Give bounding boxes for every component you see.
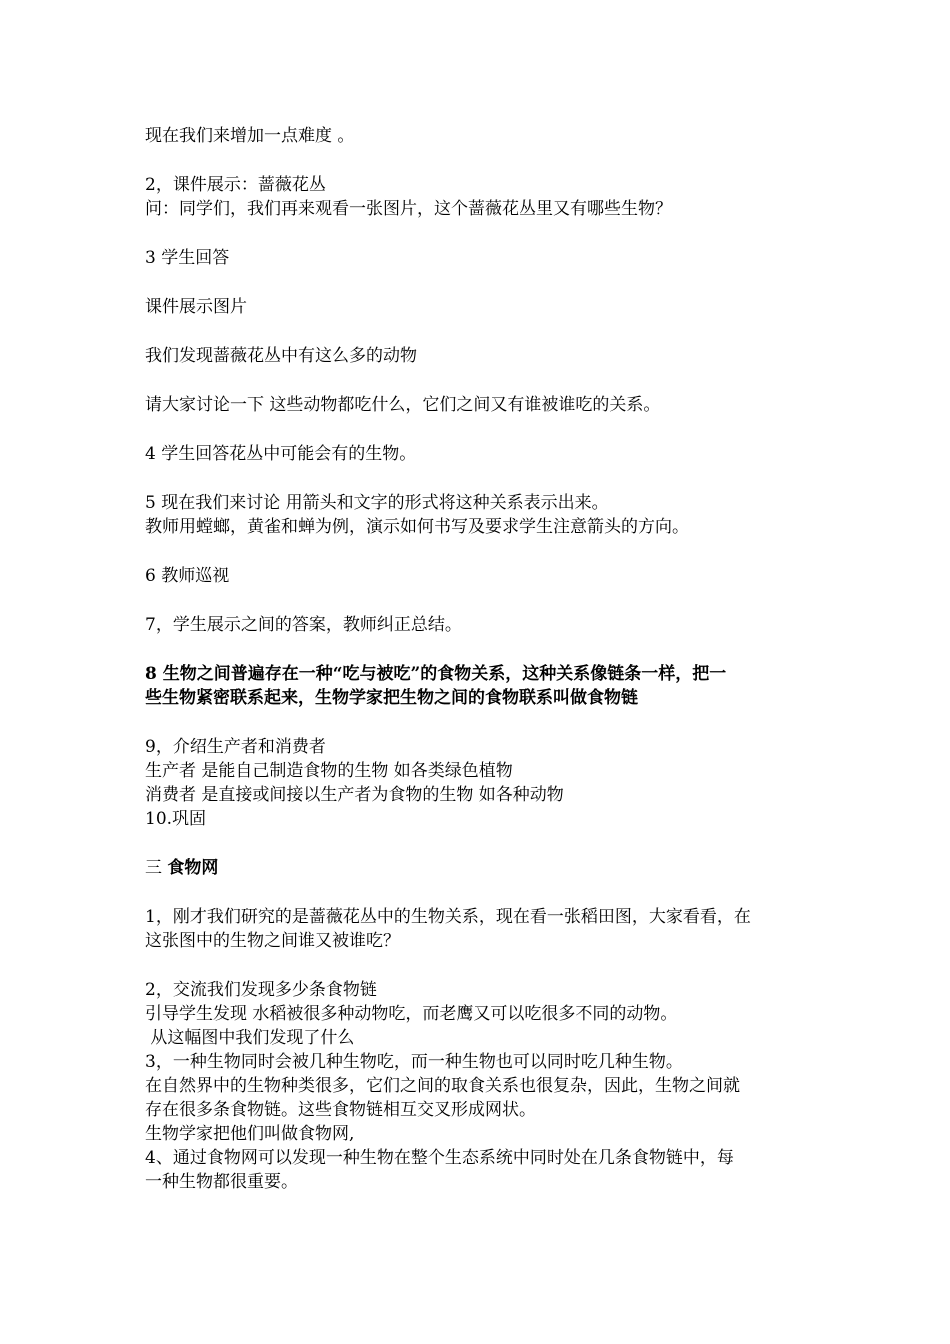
paragraph: 我们发现蔷薇花丛中有这么多的动物	[145, 346, 417, 366]
section-heading-prefix: 三	[145, 858, 168, 878]
paragraph: 5 现在我们来讨论 用箭头和文字的形式将这种关系表示出来。	[145, 493, 609, 513]
key-definition: 些生物紧密联系起来，生物学家把生物之间的食物联系叫做食物链	[145, 688, 638, 708]
paragraph: 生产者 是能自己制造食物的生物 如各类绿色植物	[145, 761, 513, 781]
paragraph: 存在很多条食物链。这些食物链相互交叉形成网状。	[145, 1100, 536, 1120]
paragraph: 3，一种生物同时会被几种生物吃，而一种生物也可以同时吃几种生物。	[145, 1052, 683, 1072]
section-heading-title: 食物网	[167, 858, 219, 878]
paragraph: 4、通过食物网可以发现一种生物在整个生态系统中同时处在几条食物链中，每	[145, 1148, 734, 1168]
section-heading	[145, 856, 815, 880]
paragraph: 2，课件展示：蔷薇花丛	[145, 175, 326, 195]
paragraph: 生物学家把他们叫做食物网,	[145, 1124, 355, 1144]
paragraph: 课件展示图片	[145, 297, 247, 317]
paragraph: 7，学生展示之间的答案，教师纠正总结。	[145, 615, 462, 635]
paragraph: 3 学生回答	[145, 248, 230, 268]
paragraph: 引导学生发现 水稻被很多种动物吃，而老鹰又可以吃很多不同的动物。	[145, 1004, 678, 1024]
paragraph: 消费者 是直接或间接以生产者为食物的生物 如各种动物	[145, 785, 564, 805]
paragraph: 教师用螳螂，黄雀和蝉为例，演示如何书写及要求学生注意箭头的方向。	[145, 517, 689, 537]
paragraph: 请大家讨论一下 这些动物都吃什么，它们之间又有谁被谁吃的关系。	[145, 395, 661, 415]
paragraph: 这张图中的生物之间谁又被谁吃？	[145, 931, 400, 951]
paragraph: 在自然界中的生物种类很多，它们之间的取食关系也很复杂，因此，生物之间就	[145, 1076, 740, 1096]
paragraph: 一种生物都很重要。	[145, 1172, 298, 1192]
paragraph: 从这幅图中我们发现了什么	[145, 1028, 355, 1048]
paragraph: 现在我们来增加一点难度 。	[145, 126, 355, 146]
document-body	[145, 124, 815, 1194]
key-definition: 8 生物之间普遍存在一种“吃与被吃”的食物关系，这种关系像链条一样，把一	[145, 664, 727, 684]
paragraph: 10.巩固	[145, 809, 207, 829]
paragraph: 6 教师巡视	[145, 566, 230, 586]
paragraph: 4 学生回答花丛中可能会有的生物。	[145, 444, 417, 464]
paragraph: 9，介绍生产者和消费者	[145, 737, 326, 757]
paragraph: 1，刚才我们研究的是蔷薇花丛中的生物关系，现在看一张稻田图，大家看看，在	[145, 907, 751, 927]
paragraph: 2，交流我们发现多少条食物链	[145, 980, 377, 1000]
paragraph: 问：同学们，我们再来观看一张图片，这个蔷薇花丛里又有哪些生物？	[145, 199, 672, 219]
